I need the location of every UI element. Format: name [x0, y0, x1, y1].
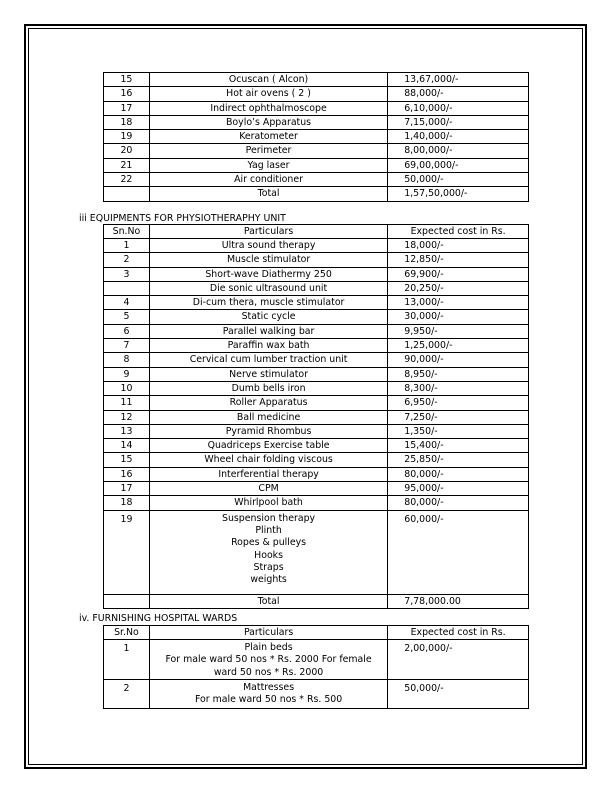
header-cost: Expected cost in Rs. [388, 626, 529, 640]
table-row [104, 310, 529, 324]
row-particular: Interferential therapy [149, 467, 387, 481]
particular-line: For male ward 50 nos * Rs. 500 [194, 694, 343, 706]
row-sn: 16 [104, 87, 150, 101]
total-value: 7,78,000.00 [388, 594, 529, 609]
row-particular: Ocuscan ( Alcon) [149, 73, 387, 87]
row-cost: 12,850/- [388, 253, 529, 267]
row-particular: Indirect ophthalmoscope [149, 101, 387, 115]
table-row [104, 410, 529, 424]
row-particular: Roller Apparatus [149, 396, 387, 410]
row-cost: 80,000/- [388, 496, 529, 510]
equipment-table-continued [103, 72, 529, 202]
table-row [104, 267, 529, 281]
row-sn: 19 [104, 130, 150, 144]
particular-line: Ropes & pulleys [231, 537, 307, 549]
row-sn: 6 [104, 324, 150, 338]
table-header-row [104, 626, 529, 640]
row-particular: Ultra sound therapy [149, 239, 387, 253]
row-sn: 15 [104, 73, 150, 87]
particular-line: Plinth [255, 524, 282, 536]
row-sn: 7 [104, 339, 150, 353]
table-row [104, 130, 529, 144]
table-row [104, 281, 529, 295]
row-cost: 8,950/- [388, 367, 529, 381]
row-sn: 20 [104, 144, 150, 158]
row-particular: Yag laser [149, 158, 387, 172]
row-cost: 60,000/- [388, 510, 529, 594]
row-cost: 7,15,000/- [388, 115, 529, 129]
table-row [104, 239, 529, 253]
table-row [104, 467, 529, 481]
section-heading-physiotherapy: iii EQUIPMENTS FOR PHYSIOTHERAPHY UNIT [79, 213, 286, 224]
row-particular: Hot air ovens ( 2 ) [149, 87, 387, 101]
row-cost: 1,25,000/- [388, 339, 529, 353]
row-particular: Wheel chair folding viscous [149, 453, 387, 467]
row-cost: 13,000/- [388, 296, 529, 310]
table-row [104, 640, 529, 680]
row-cost: 2,00,000/- [388, 640, 529, 680]
row-sn: 14 [104, 439, 150, 453]
total-label: Total [149, 594, 387, 609]
header-sn: Sn.No [104, 225, 150, 239]
row-particular: Short-wave Diathermy 250 [149, 267, 387, 281]
row-cost: 69,00,000/- [388, 158, 529, 172]
table-row [104, 453, 529, 467]
row-sn: 18 [104, 496, 150, 510]
row-cost: 9,950/- [388, 324, 529, 338]
row-particular: Quadriceps Exercise table [149, 439, 387, 453]
row-particular: Boylo’s Apparatus [149, 115, 387, 129]
row-sn: 15 [104, 453, 150, 467]
row-cost: 6,10,000/- [388, 101, 529, 115]
particular-line: Mattresses [243, 682, 295, 693]
row-sn: 13 [104, 424, 150, 438]
particular-line: Suspension therapy [222, 512, 316, 524]
header-cost: Expected cost in Rs. [388, 225, 529, 239]
row-sn: 22 [104, 173, 150, 187]
table-row [104, 144, 529, 158]
table-row [104, 367, 529, 381]
row-cost: 20,250/- [388, 281, 529, 295]
row-particular: Dumb bells iron [149, 381, 387, 395]
row-cost: 50,000/- [388, 173, 529, 187]
row-cost: 8,00,000/- [388, 144, 529, 158]
row-cost: 95,000/- [388, 482, 529, 496]
table-row [104, 396, 529, 410]
particular-line: ward 50 nos * Rs. 2000 [213, 666, 324, 678]
row-sn: 12 [104, 410, 150, 424]
table-row [104, 482, 529, 496]
row-sn: 11 [104, 396, 150, 410]
particular-line: For male ward 50 nos * Rs. 2000 For female [165, 654, 372, 666]
total-value: 1,57,50,000/- [388, 187, 529, 202]
row-particular: Di-cum thera, muscle stimulator [149, 296, 387, 310]
particular-line: Straps [253, 561, 284, 573]
row-cost: 15,400/- [388, 439, 529, 453]
table-row [104, 353, 529, 367]
row-sn: 3 [104, 267, 150, 281]
row-cost: 50,000/- [388, 680, 529, 709]
table-row [104, 324, 529, 338]
header-particulars: Particulars [149, 626, 387, 640]
row-sn: 1 [104, 640, 150, 680]
row-sn: 17 [104, 101, 150, 115]
table-row [104, 296, 529, 310]
row-cost: 88,000/- [388, 87, 529, 101]
row-particulars [149, 640, 387, 680]
row-sn: 17 [104, 482, 150, 496]
row-sn [104, 281, 150, 295]
row-particular: Paraffin wax bath [149, 339, 387, 353]
row-cost: 25,850/- [388, 453, 529, 467]
row-particular: Pyramid Rhombus [149, 424, 387, 438]
particular-line: Plain beds [244, 642, 293, 653]
row-sn: 8 [104, 353, 150, 367]
furnishing-table [103, 625, 529, 709]
table-row [104, 253, 529, 267]
row-sn: 21 [104, 158, 150, 172]
header-particulars: Particulars [149, 225, 387, 239]
row-cost: 18,000/- [388, 239, 529, 253]
row-cost: 80,000/- [388, 467, 529, 481]
row-particular: Whirlpool bath [149, 496, 387, 510]
row-particular: Perimeter [149, 144, 387, 158]
row-particular: Parallel walking bar [149, 324, 387, 338]
table-row [104, 115, 529, 129]
row-cost: 8,300/- [388, 381, 529, 395]
particular-line: Hooks [254, 549, 283, 561]
table-row [104, 439, 529, 453]
row-cost: 13,67,000/- [388, 73, 529, 87]
table-row [104, 424, 529, 438]
row-particular: CPM [149, 482, 387, 496]
row-particular: Air conditioner [149, 173, 387, 187]
row-sn: 4 [104, 296, 150, 310]
table-total-row [104, 187, 529, 202]
row-sn: 5 [104, 310, 150, 324]
row-sn: 2 [104, 253, 150, 267]
particular-line: weights [250, 574, 287, 586]
row-sn: 16 [104, 467, 150, 481]
row-sn: 2 [104, 680, 150, 709]
row-cost: 6,950/- [388, 396, 529, 410]
table-row-multiline [104, 510, 529, 594]
table-row [104, 339, 529, 353]
row-particulars [149, 510, 387, 594]
row-sn: 9 [104, 367, 150, 381]
row-particulars [149, 680, 387, 709]
row-sn: 1 [104, 239, 150, 253]
header-sn: Sr.No [104, 626, 150, 640]
row-cost: 69,900/- [388, 267, 529, 281]
row-particular: Nerve stimulator [149, 367, 387, 381]
section-heading-furnishing: iv. FURNISHING HOSPITAL WARDS [79, 613, 238, 624]
row-sn: 10 [104, 381, 150, 395]
row-particular: Die sonic ultrasound unit [149, 281, 387, 295]
table-row [104, 173, 529, 187]
table-total-row [104, 594, 529, 609]
row-particular: Muscle stimulator [149, 253, 387, 267]
table-row [104, 496, 529, 510]
table-row [104, 158, 529, 172]
table-header-row [104, 225, 529, 239]
row-particular: Static cycle [149, 310, 387, 324]
row-cost: 30,000/- [388, 310, 529, 324]
table-row [104, 73, 529, 87]
table-row [104, 381, 529, 395]
row-cost: 1,350/- [388, 424, 529, 438]
row-sn: 19 [104, 510, 150, 594]
row-cost: 7,250/- [388, 410, 529, 424]
table-row [104, 87, 529, 101]
row-sn: 18 [104, 115, 150, 129]
table-row [104, 680, 529, 709]
table-row [104, 101, 529, 115]
physiotherapy-table [103, 224, 529, 609]
row-particular: Ball medicine [149, 410, 387, 424]
row-particular: Cervical cum lumber traction unit [149, 353, 387, 367]
total-label: Total [149, 187, 387, 202]
row-cost: 90,000/- [388, 353, 529, 367]
row-particular: Keratometer [149, 130, 387, 144]
row-cost: 1,40,000/- [388, 130, 529, 144]
